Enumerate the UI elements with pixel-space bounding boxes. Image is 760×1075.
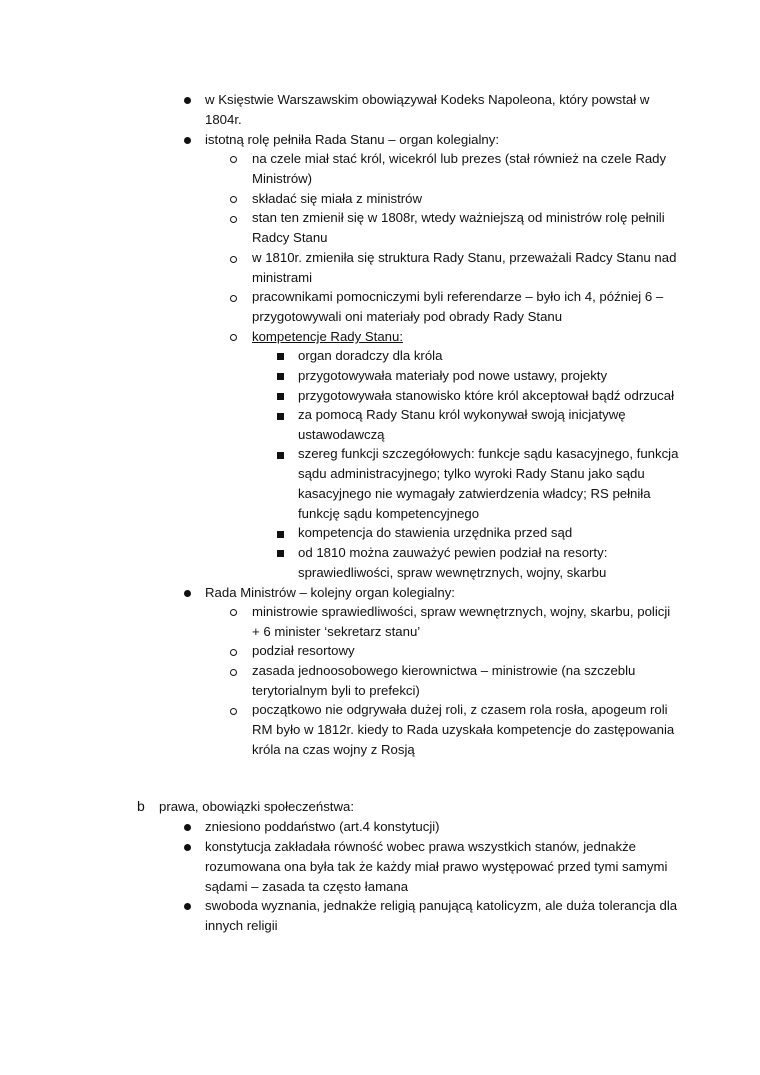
text-line: przygotowywali oni materiały pod obrady Rady Stanu [252, 309, 563, 324]
bullet-circle [230, 156, 237, 163]
text-line: w 1810r. zmieniła się struktura Rady Stanu, przeważali Radcy Stanu nad [252, 250, 677, 265]
text-line: za pomocą Rady Stanu król wykonywał swoją inicjatywę [298, 407, 626, 422]
bullet-circle [230, 669, 237, 676]
text-line: funkcję sądu kompetencyjnego [298, 506, 480, 521]
bullet-circle [230, 334, 237, 341]
text-line: Radcy Stanu [252, 230, 328, 245]
text-line: organ doradczy dla króla [298, 348, 443, 363]
section-marker: b [137, 798, 145, 814]
bullet-disc [184, 903, 191, 910]
text-line: sądami – zasada ta często łamana [205, 879, 409, 894]
text-line: istotną rolę pełniła Rada Stanu – organ kolegialny: [205, 132, 499, 147]
bullet-circle [230, 609, 237, 616]
bullet-disc [184, 844, 191, 851]
section-title: prawa, obowiązki społeczeństwa: [159, 799, 354, 814]
text-line: zniesiono poddaństwo (art.4 konstytucji) [205, 819, 440, 834]
text-line: konstytucja zakładała równość wobec prawa wszystkich stanów, jednakże [205, 839, 637, 854]
bullet-disc [184, 590, 191, 597]
text-line: sprawiedliwości, spraw wewnętrznych, wojny, skarbu [298, 565, 607, 580]
text-line: szereg funkcji szczegółowych: funkcje sądu kasacyjnego, funkcja [298, 446, 679, 461]
text-line: + 6 minister ‘sekretarz stanu’ [252, 624, 421, 639]
text-line: przygotowywała stanowisko które król akceptował bądź odrzucał [298, 388, 675, 403]
text-line: w Księstwie Warszawskim obowiązywał Kodeks Napoleona, który powstał w [205, 92, 650, 107]
text-line: 1804r. [205, 112, 242, 127]
text-line: Ministrów) [252, 171, 313, 186]
bullet-square [277, 353, 284, 360]
subheading-competences: kompetencje Rady Stanu: [252, 329, 404, 344]
bullet-circle [230, 708, 237, 715]
text-line: kompetencja do stawienia urzędnika przed sąd [298, 525, 573, 540]
bullet-circle [230, 256, 237, 263]
text-line: przygotowywała materiały pod nowe ustawy, projekty [298, 368, 608, 383]
text-line: składać się miała z ministrów [252, 191, 423, 206]
text-line: ministrowie sprawiedliwości, spraw wewnętrznych, wojny, skarbu, policji [252, 604, 671, 619]
bullet-square [277, 531, 284, 538]
text-line: rozumowana ona była tak że każdy miał prawo występować przed tymi samymi [205, 859, 668, 874]
text-line: podział resortowy [252, 643, 355, 658]
bullet-disc [184, 824, 191, 831]
text-line: stan ten zmienił się w 1808r, wtedy ważniejszą od ministrów rolę pełnili [252, 210, 665, 225]
bullet-disc [184, 137, 191, 144]
bullet-square [277, 373, 284, 380]
text-line: innych religii [205, 918, 278, 933]
text-line: na czele miał stać król, wicekról lub prezes (stał również na czele Rady [252, 151, 667, 166]
text-line: króla na czas wojny z Rosją [252, 742, 415, 757]
text-line: RM było w 1812r. kiedy to Rada uzyskała kompetencje do zastępowania [252, 722, 675, 737]
bullet-square [277, 413, 284, 420]
text-line: ministrami [252, 270, 313, 285]
text-line: terytorialnym byli to prefekci) [252, 683, 420, 698]
text-line: początkowo nie odgrywała dużej roli, z czasem rola rosła, apogeum roli [252, 702, 668, 717]
text-line: swoboda wyznania, jednakże religią panującą katolicyzm, ale duża tolerancja dla [205, 898, 678, 913]
text-line: Rada Ministrów – kolejny organ kolegialny: [205, 585, 455, 600]
bullet-circle [230, 196, 237, 203]
text-line: zasada jednoosobowego kierownictwa – ministrowie (na szczeblu [252, 663, 636, 678]
text-line: ustawodawczą [298, 427, 385, 442]
bullet-circle [230, 295, 237, 302]
text-line: od 1810 można zauważyć pewien podział na resorty: [298, 545, 608, 560]
text-line: pracownikami pomocniczymi byli referendarze – było ich 4, później 6 – [252, 289, 664, 304]
text-line: sądu administracyjnego; tylko wyroki Rady Stanu jako sądu [298, 466, 645, 481]
text-line: kasacyjnego nie wymagały zatwierdzenia władcy; RS pełniła [298, 486, 651, 501]
bullet-square [277, 452, 284, 459]
bullet-circle [230, 649, 237, 656]
bullet-square [277, 550, 284, 557]
bullet-circle [230, 216, 237, 223]
bullet-square [277, 393, 284, 400]
bullet-disc [184, 97, 191, 104]
